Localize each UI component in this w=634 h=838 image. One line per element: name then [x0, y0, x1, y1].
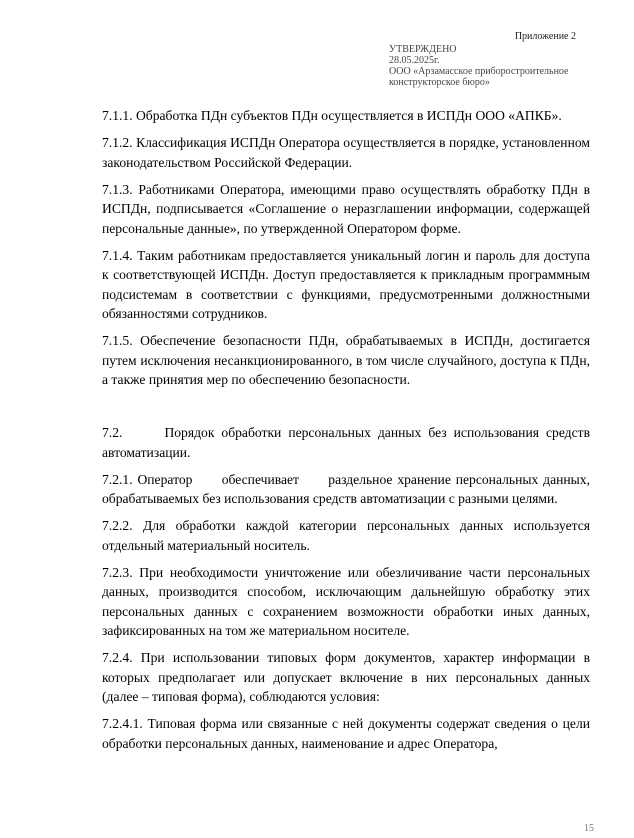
page-number: 15: [584, 823, 594, 834]
section-heading-7-2: 7.2. Порядок обработки персональных данных без использования средств автоматизации.: [102, 425, 594, 460]
approval-line: ООО «Арзамасское приборостроительное: [389, 66, 569, 77]
approval-line: 28.05.2025г.: [389, 55, 440, 66]
paragraph-7-2-2: 7.2.2. Для обработки каждой категории персональных данных используется отдельный материальный носитель.: [102, 518, 590, 553]
document-body: [102, 106, 594, 761]
paragraph-7-2-4: 7.2.4. При использовании типовых форм документов, характер информации в которых предполагает или допускает включение в них персональных данных (далее – типовая форма), соблюдаются условия:: [102, 650, 590, 704]
paragraph-7-1-3: 7.1.3. Работниками Оператора, имеющими право осуществлять обработку ПДн в ИСПДн, подписывается «Соглашение о неразглашении информации, содержащей персональные данные», по утвержденной Оператором форме.: [102, 181, 590, 236]
paragraph-7-2-1: 7.2.1. Оператор обеспечивает раздельное хранение персональных данных, обрабатываемых без использования средств автоматизации с разными целями.: [102, 471, 594, 506]
paragraph-7-2-4-1: 7.2.4.1. Типовая форма или связанные с ней документы содержат сведения о цели обработки персональных данных, наименование и адрес Оператора,: [102, 716, 590, 751]
paragraph-7-1-4: 7.1.4. Таким работникам предоставляется уникальный логин и пароль для доступа к соответствующей ИСПДн. Доступ предоставляется к прикладным программным подсистемам в соответствии с функциями, предусмотренными должностными обязанностями сотрудников.: [102, 247, 590, 321]
approval-block: [389, 44, 599, 88]
appendix-label: Приложение 2: [514, 31, 576, 42]
paragraph-7-1-1: 7.1.1. Обработка ПДн субъектов ПДн осуществляется в ИСПДн ООО «АПКБ».: [102, 108, 562, 123]
approval-line: УТВЕРЖДЕНО: [389, 44, 457, 55]
paragraph-7-1-2: 7.1.2. Классификация ИСПДн Оператора осуществляется в порядке, установленном законодательством Российской Федерации.: [102, 135, 590, 170]
paragraph-7-1-5: 7.1.5. Обеспечение безопасности ПДн, обрабатываемых в ИСПДн, достигается путем исключения несанкционированного, в том числе случайного, доступа к ПДн, а также принятия мер по обеспечению безопасности.: [102, 333, 590, 387]
approval-line: конструкторское бюро»: [389, 77, 490, 88]
section-gap: [102, 397, 590, 423]
paragraph-7-2-3: 7.2.3. При необходимости уничтожение или обезличивание части персональных данных, производится способом, исключающим дальнейшую обработку этих персональных данных с сохранением возможности обработки иных данных, зафиксированных на том же материальном носителе.: [102, 564, 590, 638]
